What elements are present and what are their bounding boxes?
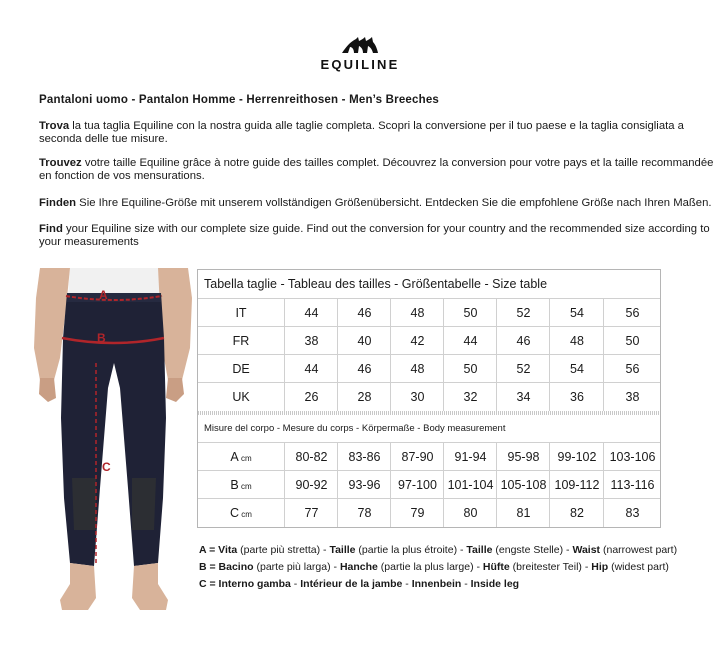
legend-segment: (parte più larga) - xyxy=(253,561,340,573)
table-row xyxy=(198,498,660,527)
table-divider xyxy=(198,411,660,415)
table-cell: 80 xyxy=(443,499,497,527)
legend-segment: Hüfte xyxy=(482,561,510,573)
breeches-model-illustration xyxy=(30,268,195,628)
table-cell: 38 xyxy=(603,383,661,411)
para-text: votre taille Equiline grâce à notre guide des tailles complet. Découvrez la conversion pour votre pays et la taille recommandée en fonction de vos mensurations. xyxy=(39,157,714,182)
legend-segment: - xyxy=(402,578,412,590)
legend-segment: Intérieur de la jambe xyxy=(300,578,403,590)
legend-segment: Hanche xyxy=(339,561,378,573)
page-heading: Pantaloni uomo - Pantalon Homme - Herrenreithosen - Men’s Breeches xyxy=(39,94,440,106)
table-cell: 48 xyxy=(390,355,444,383)
row-label: UK xyxy=(232,390,250,404)
table-cell: 83 xyxy=(603,499,661,527)
legend-b xyxy=(199,561,669,574)
legend-segment: - xyxy=(461,578,471,590)
table-cell: 99-102 xyxy=(549,443,604,471)
table-cell: 40 xyxy=(337,327,391,355)
table-cell: 38 xyxy=(284,327,338,355)
legend-segment: (engste Stelle) - xyxy=(492,544,573,556)
table-cell: 91-94 xyxy=(443,443,497,471)
para-text: Sie Ihre Equiline-Größe mit unserem vollständigen Größenübersicht. Entdecken Sie die empfohlene Größe nach Ihren Maßen. xyxy=(76,197,712,209)
label-b: B xyxy=(97,331,106,345)
table-cell: 44 xyxy=(443,327,497,355)
table-cell: 83-86 xyxy=(337,443,391,471)
table-cell: 82 xyxy=(549,499,604,527)
size-table xyxy=(197,269,661,528)
label-c: C xyxy=(102,460,111,474)
table-cell: 46 xyxy=(337,299,391,327)
legend-segment: A = Vita xyxy=(199,544,238,556)
table-row xyxy=(198,298,660,327)
row-label: C cm xyxy=(230,506,252,520)
table-cell: 54 xyxy=(549,355,604,383)
legend-segment: (partie la plus étroite) - xyxy=(355,544,467,556)
legend-segment: (parte più stretta) - xyxy=(237,544,330,556)
table-cell: 95-98 xyxy=(496,443,550,471)
table-cell: 34 xyxy=(496,383,550,411)
table-cell: 48 xyxy=(549,327,604,355)
para-lead: Finden xyxy=(39,197,77,209)
table-cell: 54 xyxy=(549,299,604,327)
brand-name: EQUILINE xyxy=(320,57,400,72)
unit-label: cm xyxy=(238,454,252,463)
legend-a xyxy=(199,544,677,557)
table-cell: 79 xyxy=(390,499,444,527)
table-cell: 56 xyxy=(603,299,661,327)
table-cell: 50 xyxy=(603,327,661,355)
table-cell: 81 xyxy=(496,499,550,527)
legend-segment: (widest part) xyxy=(608,561,669,573)
table-cell: 46 xyxy=(496,327,550,355)
legend-c xyxy=(199,578,519,591)
row-label: FR xyxy=(232,334,250,348)
intro-paragraph-de xyxy=(39,197,715,210)
unit-label: cm xyxy=(239,510,252,519)
table-cell: 44 xyxy=(284,355,338,383)
brand-logo xyxy=(0,36,720,72)
table-cell: 50 xyxy=(443,299,497,327)
table-cell: 50 xyxy=(443,355,497,383)
table-cell: 105-108 xyxy=(496,471,550,499)
row-label: DE xyxy=(232,362,250,376)
legend-segment: Taille xyxy=(329,544,356,556)
table-cell: 52 xyxy=(496,299,550,327)
para-text: your Equiline size with our complete size guide. Find out the conversion for your country and the recommended size according to your measurements xyxy=(39,223,710,248)
table-cell: 101-104 xyxy=(443,471,497,499)
table-cell: 42 xyxy=(390,327,444,355)
row-label: B cm xyxy=(230,478,252,492)
table-cell: 80-82 xyxy=(284,443,338,471)
legend-segment: B = Bacino xyxy=(199,561,254,573)
table-cell: 36 xyxy=(549,383,604,411)
table-cell: 32 xyxy=(443,383,497,411)
table-cell: 87-90 xyxy=(390,443,444,471)
table-cell: 44 xyxy=(284,299,338,327)
legend-segment: Inside leg xyxy=(470,578,520,590)
para-text: la tua taglia Equiline con la nostra guida alle taglie completa. Scopri la conversione per il tuo paese e la taglia consigliata a seconda delle tue misure. xyxy=(39,120,684,145)
horse-heads-logo-icon xyxy=(340,36,380,54)
table-cell: 26 xyxy=(284,383,338,411)
table-cell: 56 xyxy=(603,355,661,383)
legend-segment: (partie la plus large) - xyxy=(377,561,483,573)
size-table-title: Tabella taglie - Tableau des tailles - Größentabelle - Size table xyxy=(204,277,548,291)
legend-segment: - xyxy=(290,578,301,590)
table-row xyxy=(198,442,660,471)
legend-segment: (narrowest part) xyxy=(600,544,678,556)
legend-segment: (breitester Teil) - xyxy=(509,561,592,573)
table-cell: 113-116 xyxy=(603,471,661,499)
table-cell: 90-92 xyxy=(284,471,338,499)
table-cell: 52 xyxy=(496,355,550,383)
table-row xyxy=(198,354,660,383)
table-cell: 46 xyxy=(337,355,391,383)
model-figure xyxy=(30,268,195,628)
table-cell: 28 xyxy=(337,383,391,411)
table-cell: 78 xyxy=(337,499,391,527)
table-cell: 77 xyxy=(284,499,338,527)
legend-segment: Waist xyxy=(572,544,601,556)
row-label: A cm xyxy=(230,450,252,464)
para-lead: Trova xyxy=(39,120,70,132)
legend-segment: C = Interno gamba xyxy=(199,578,291,590)
table-row xyxy=(198,470,660,499)
legend-segment: Hip xyxy=(591,561,609,573)
intro-paragraph-it xyxy=(39,120,715,146)
legend-segment: Innenbein xyxy=(411,578,462,590)
measurement-title: Misure del corpo - Mesure du corps - Körpermaße - Body measurement xyxy=(204,423,506,434)
table-cell: 30 xyxy=(390,383,444,411)
table-cell: 103-106 xyxy=(603,443,661,471)
table-cell: 48 xyxy=(390,299,444,327)
para-lead: Trouvez xyxy=(39,157,82,169)
table-cell: 93-96 xyxy=(337,471,391,499)
intro-paragraph-en xyxy=(39,223,715,249)
label-a: A xyxy=(99,288,108,302)
table-row xyxy=(198,326,660,355)
unit-label: cm xyxy=(238,482,252,491)
table-cell: 109-112 xyxy=(549,471,604,499)
row-label: IT xyxy=(235,306,247,320)
table-cell: 97-100 xyxy=(390,471,444,499)
legend-segment: Taille xyxy=(466,544,493,556)
intro-paragraph-fr xyxy=(39,157,715,183)
para-lead: Find xyxy=(39,223,63,235)
table-row xyxy=(198,382,660,411)
